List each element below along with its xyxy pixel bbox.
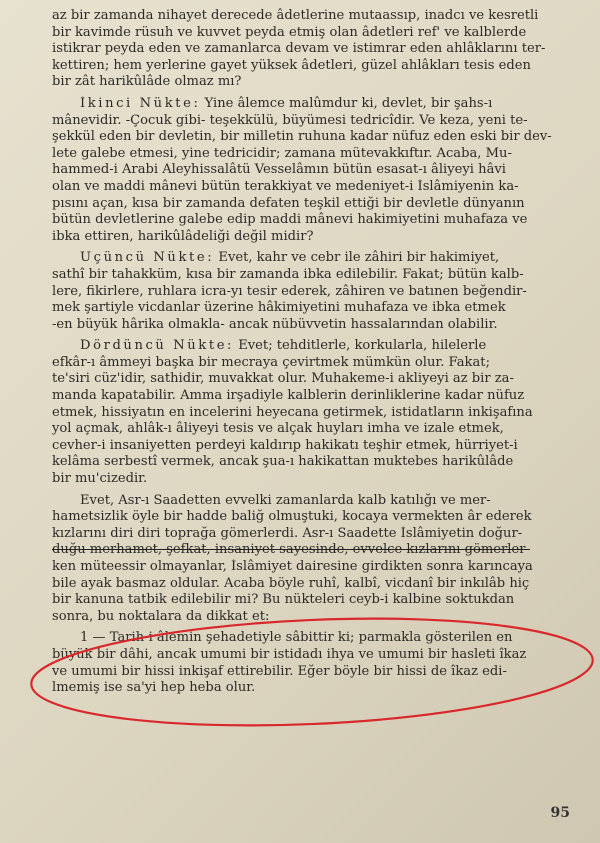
text-line: istikrar peyda eden ve zamanlarca devam ve istimrar eden ahlâklarını ter-	[52, 41, 546, 57]
text-line: şekkül eden bir devletin, bir milletin ruhuna kadar nüfuz eden eski bir dev-	[52, 129, 552, 145]
text-line: az bir zamanda nihayet derecede âdetlerine mutaassıp, inadcı ve kesretli	[52, 8, 539, 23]
text-line: ibka ettiren, harikûlâdeliği değil midir?	[52, 228, 314, 244]
text-line: mek şartiyle vicdanlar üzerine hâkimiyetini muhafaza ve ibka etmek	[52, 300, 506, 316]
text-line: hammed-i Arabi Aleyhissalâtü Vesselâmın bütün esasat-ı âliyeyi hâvi	[52, 162, 506, 178]
text-line	[52, 338, 582, 355]
text-line: sonra, bu noktalara da dikkat et:	[52, 608, 270, 624]
text-line: yol açmak, ahlâk-ı âliyeyi tesis ve alçak huyları imha ve izale etmek,	[52, 421, 504, 437]
text-line-continuation: Yine âlemce malûmdur ki, devlet, bir şahs-ı	[200, 95, 493, 111]
text-line-continuation: Evet; tehditlerle, korkularla, hilelerle	[234, 338, 487, 354]
section-heading: İkinci Nükte:	[80, 95, 201, 111]
text-line: hametsizlik öyle bir hadde baliğ olmuştuki, kocaya vermekten âr ederek	[52, 509, 532, 525]
paragraph-asr-i-saadet	[52, 493, 582, 626]
text-line: bütün devletlerine galebe edip maddi mânevi hakimiyetini muhafaza ve	[52, 212, 528, 228]
text-line: lere, fikirlere, ruhlara icra-yı tesir ederek, zâhiren ve batınen beğendir-	[52, 283, 527, 299]
text-line: bir kavimde rüsuh ve kuvvet peyda etmiş olan âdetleri ref' ve kalblerde	[52, 24, 527, 40]
text-line: manda kapatabilir. Amma irşadiyle kalblerin derinliklerine kadar nüfuz	[52, 388, 525, 404]
text-line: Evet, Asr-ı Saadetten evvelki zamanlarda kalb katılığı ve mer-	[80, 492, 491, 508]
text-line: ken müteessir olmayanlar, İslâmiyet dairesine girdikten sonra karıncaya	[52, 559, 533, 574]
section-heading: Üçüncü Nükte:	[80, 250, 215, 266]
text-line-continuation: Evet, kahr ve cebr ile zâhiri bir hakimiyet,	[214, 250, 500, 266]
text-line: pısını açan, kısa bir zamanda defaten teşkil ettiği bir devletle dünyanın	[52, 195, 525, 211]
text-line: te'siri cüz'idir, sathidir, muvakkat olur. Muhakeme-i akliyeyi az bir za-	[52, 371, 514, 387]
text-line: kızlarını diri diri toprağa gömerlerdi. Asr-ı Saadette İslâmiyetin doğur-	[52, 525, 523, 541]
text-line: kelâma serbestî vermek, ancak şua-ı hakikattan muktebes harikûlâde	[52, 454, 514, 470]
text-line: 1 — Tarih-i âlemin şehadetiyle sâbittir ki; parmakla gösterilen en	[80, 630, 513, 646]
highlighted-text-line: bile ayak basmaz oldular. Acaba böyle ruhî, kalbî, vicdanî bir inkılâb hiç	[52, 575, 530, 591]
text-line: bir mu'cizedir.	[52, 471, 148, 487]
paragraph-tarih-i-alem	[52, 630, 582, 696]
paragraph-ikinci-nukte	[52, 96, 582, 245]
text-line	[52, 96, 582, 113]
text-line: ve umumi bir hissi inkişaf ettirebilir. Eğer böyle bir hissi de îkaz edi-	[52, 663, 507, 679]
highlighted-text-line: bir kanuna tatbik edilebilir mi? Bu nükteleri ceyb-i kalbine soktukdan	[52, 592, 515, 608]
paragraph-dorduncu-nukte	[52, 338, 582, 487]
paragraph-ucuncu-nukte	[52, 250, 582, 333]
text-line	[52, 250, 582, 267]
page-number: 95	[550, 805, 570, 821]
text-line: etmek, hissiyatın en incelerini heyecana getirmek, istidatların inkişafına	[52, 404, 533, 420]
paragraph-1	[52, 8, 582, 91]
text-line: kettiren; hem yerlerine gayet yüksek âdetleri, güzel ahlâkları tesis eden	[52, 57, 531, 73]
text-line: olan ve maddi mânevi bütün terakkiyat ve medeniyet-i İslâmiyenin ka-	[52, 178, 519, 194]
text-line: büyük bir dâhi, ancak umumi bir istidadı ihya ve umumi bir hasleti îkaz	[52, 646, 527, 662]
text-line: efkâr-ı âmmeyi başka bir mecraya çevirtmek mümkün olur. Fakat;	[52, 354, 490, 370]
text-line: bir zât harikûlâde olmaz mı?	[52, 74, 242, 90]
struck-text-line: duğu merhamet, şefkat, insaniyet sayesinde, evvelce kızlarını gömerler-	[52, 542, 530, 558]
book-page-text	[52, 8, 582, 702]
text-line: lete galebe etmesi, yine tedricidir; zamana mütevakkıftır. Acaba, Mu-	[52, 145, 512, 161]
text-line: -en büyük hârika olmakla- ancak nübüvvetin hassalarından olabilir.	[52, 316, 498, 332]
text-line: cevher-i insaniyetten perdeyi kaldırıp hakikatı teşhir etmek, hürriyet-i	[52, 437, 518, 453]
text-line: lmemiş ise sa'yi hep heba olur.	[52, 680, 256, 696]
section-heading: Dördüncü Nükte:	[80, 338, 235, 354]
text-line: mânevidir. -Çocuk gibi- teşekkülü, büyümesi tedricîdir. Ve keza, yeni te-	[52, 112, 528, 128]
text-line: sathî bir tahakküm, kısa bir zamanda ibka edilebilir. Fakat; bütün kalb-	[52, 266, 524, 282]
